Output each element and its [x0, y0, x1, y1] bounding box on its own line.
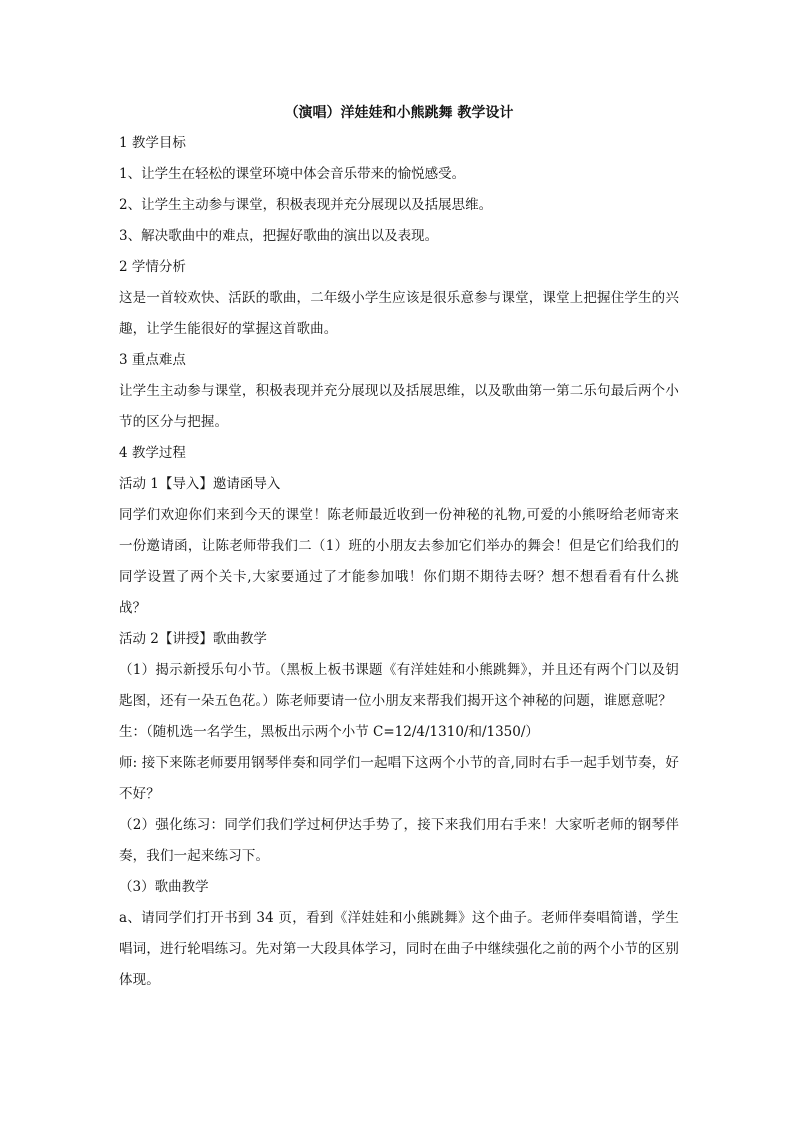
activity-1-paragraph: 同学们欢迎你们来到今天的课堂！陈老师最近收到一份神秘的礼物,可爱的小熊呀给老师寄来一份邀请函，让陈老师带我们二（1）班的小朋友去参加它们举办的舞会！但是它们给我们的同学设置了两个关卡,大家要通过了才能参加哦！你们期不期待去呀？想不想看看有什么挑战？ — [119, 507, 679, 616]
goal-item-1: 1、让学生在轻松的课堂环境中体会音乐带来的愉悦感受。 — [119, 166, 466, 182]
goal-item-3: 3、解决歌曲中的难点，把握好歌曲的演出以及表现。 — [119, 228, 439, 244]
section-heading-goals: 1 教学目标 — [119, 135, 186, 151]
activity-1-heading: 活动 1【导入】邀请函导入 — [119, 476, 281, 492]
section-heading-analysis: 2 学情分析 — [119, 259, 186, 275]
document-title: （演唱）洋娃娃和小熊跳舞 教学设计 — [284, 105, 514, 121]
activity-2-heading: 活动 2【讲授】歌曲教学 — [119, 631, 267, 647]
teacher-paragraph: 师: 接下来陈老师要用钢琴伴奏和同学们一起唱下这两个小节的音,同时右手一起手划节奏，好不好？ — [119, 755, 679, 802]
goal-item-2: 2、让学生主动参与课堂，积极表现并充分展现以及括展思维。 — [119, 197, 493, 213]
document-page — [119, 100, 679, 996]
step-3-paragraph: a、请同学们打开书到 34 页，看到《洋娃娃和小熊跳舞》这个曲子。老师伴奏唱简谱，学生唱词，进行轮唱练习。先对第一大段具体学习，同时在曲子中继续强化之前的两个小节的区别体现。 — [119, 910, 679, 988]
step-3-heading: （3）歌曲教学 — [119, 879, 209, 895]
step-2-paragraph: （2）强化练习：同学们我们学过柯伊达手势了，接下来我们用右手来！大家听老师的钢琴伴奏，我们一起来练习下。 — [119, 817, 679, 864]
step-1-paragraph: （1）揭示新授乐句小节。（黑板上板书课题《有洋娃娃和小熊跳舞》，并且还有两个门以及钥匙图，还有一朵五色花。）陈老师要请一位小朋友来帮我们揭开这个神秘的问题，谁愿意呢？ — [119, 662, 679, 709]
student-paragraph: 生：（随机选一名学生，黑板出示两个小节 C=12/4/1310/和/1350/） — [119, 724, 539, 740]
section-heading-key-points: 3 重点难点 — [119, 352, 186, 368]
analysis-paragraph: 这是一首较欢快、活跃的歌曲，二年级小学生应该是很乐意参与课堂，课堂上把握住学生的兴趣，让学生能很好的掌握这首歌曲。 — [119, 290, 679, 337]
key-points-paragraph: 让学生主动参与课堂，积极表现并充分展现以及括展思维，以及歌曲第一第二乐句最后两个小节的区分与把握。 — [119, 383, 679, 430]
section-heading-process: 4 教学过程 — [119, 445, 186, 461]
